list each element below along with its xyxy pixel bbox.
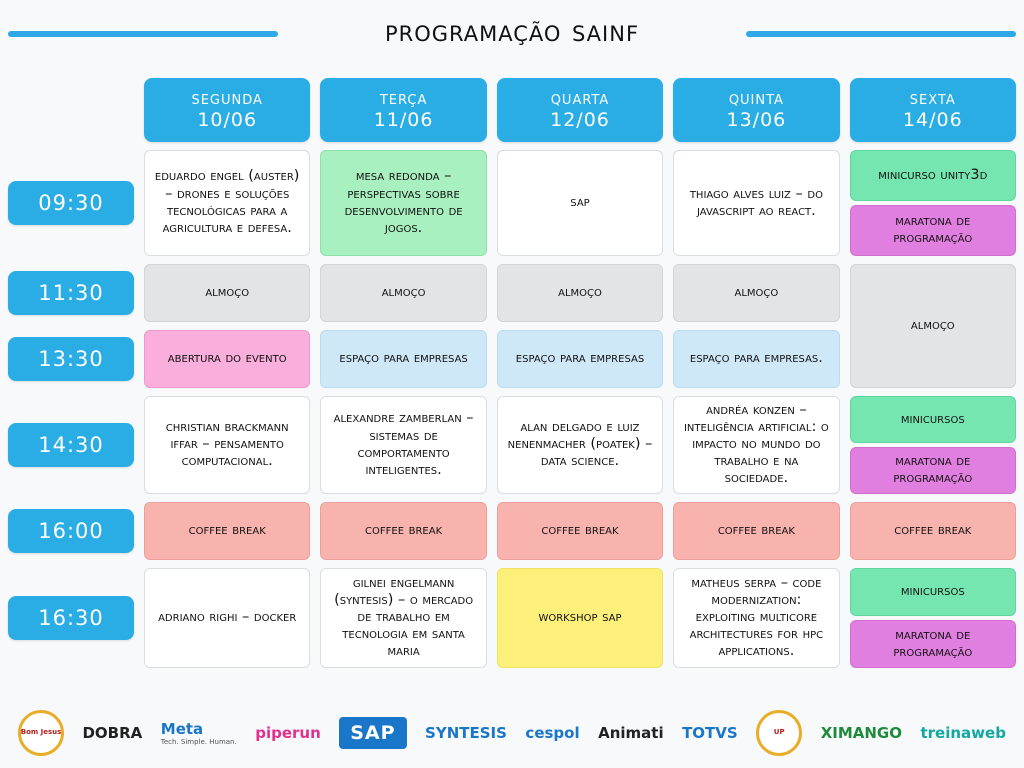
- session-cell[interactable]: minicursos: [850, 396, 1016, 443]
- sponsor-wordmark: SYNTESIS: [425, 724, 507, 742]
- grid-corner: [8, 78, 134, 142]
- session-cell[interactable]: espaço para empresas.: [673, 330, 839, 388]
- session-stack: [850, 568, 1016, 668]
- sponsor-tagline: Tech. Simple. Human.: [160, 738, 237, 746]
- sponsor-logo-dobra: [82, 724, 142, 742]
- sponsor-logo-meta: [161, 720, 237, 746]
- session-cell[interactable]: mesa redonda – perspectivas sobre desenvolvimento de jogos.: [320, 150, 486, 256]
- day-date: 14/06: [902, 108, 963, 131]
- session-cell[interactable]: coffee break: [497, 502, 663, 560]
- page-header: [0, 0, 1024, 62]
- session-cell[interactable]: maratona de programação: [850, 447, 1016, 494]
- sponsor-logo-ximango: [821, 724, 902, 742]
- session-cell[interactable]: coffee break: [673, 502, 839, 560]
- session-cell[interactable]: minicurso unity3d: [850, 150, 1016, 201]
- session-cell[interactable]: alan delgado e luiz nenenmacher (poatek) – data science.: [497, 396, 663, 494]
- sponsor-logo-syntesis: [425, 724, 507, 742]
- session-cell[interactable]: sap: [497, 150, 663, 256]
- time-label-1600: 16:00: [8, 509, 134, 553]
- sponsor-wordmark: piperun: [255, 724, 321, 742]
- session-cell[interactable]: coffee break: [144, 502, 310, 560]
- session-cell[interactable]: andréa konzen – inteligência artificial: o impacto no mundo do trabalho e na sociedade.: [673, 396, 839, 494]
- session-stack: [850, 396, 1016, 494]
- sponsor-wordmark: SAP: [339, 717, 406, 749]
- day-date: 11/06: [373, 108, 434, 131]
- session-cell[interactable]: almoço: [320, 264, 486, 322]
- sponsor-bar: [0, 698, 1024, 768]
- session-cell[interactable]: almoço: [673, 264, 839, 322]
- sponsor-logo-totvs: [682, 724, 738, 742]
- day-name: terça: [379, 87, 428, 109]
- session-cell[interactable]: maratona de programação: [850, 205, 1016, 256]
- page-title: programação sainf: [384, 13, 640, 49]
- day-header-5: [850, 78, 1016, 142]
- time-label-1430: 14:30: [8, 423, 134, 467]
- sponsor-seal-icon: Bom Jesus: [18, 710, 64, 756]
- day-header-2: [320, 78, 486, 142]
- sponsor-wordmark: cespol: [525, 724, 580, 742]
- sponsor-logo-sap: [339, 717, 406, 749]
- time-label-0930: 09:30: [8, 181, 134, 225]
- session-cell[interactable]: eduardo engel (auster) – drones e soluções tecnológicas para a agricultura e defesa.: [144, 150, 310, 256]
- sponsor-logo-piperun: [255, 724, 321, 742]
- time-label-1630: 16:30: [8, 596, 134, 640]
- day-header-3: [497, 78, 663, 142]
- session-cell[interactable]: coffee break: [850, 502, 1016, 560]
- session-cell[interactable]: minicursos: [850, 568, 1016, 616]
- sponsor-wordmark: TOTVS: [682, 724, 738, 742]
- session-cell[interactable]: workshop sap: [497, 568, 663, 668]
- sponsor-seal-icon: UP: [756, 710, 802, 756]
- sponsor-logo-bom-jesus: [18, 710, 64, 756]
- day-name: sexta: [909, 87, 956, 109]
- session-cell[interactable]: adriano righi – docker: [144, 568, 310, 668]
- day-name: segunda: [191, 87, 263, 109]
- sponsor-wordmark: treinaweb: [920, 724, 1006, 742]
- time-label-1330: 13:30: [8, 337, 134, 381]
- day-header-4: [673, 78, 839, 142]
- session-cell[interactable]: gilnei engelmann (syntesis) – o mercado de trabalho em tecnologia em santa maria: [320, 568, 486, 668]
- session-cell[interactable]: abertura do evento: [144, 330, 310, 388]
- time-label-1130: 11:30: [8, 271, 134, 315]
- session-cell[interactable]: alexandre zamberlan – sistemas de comportamento inteligentes.: [320, 396, 486, 494]
- schedule-grid: [8, 78, 1016, 668]
- sponsor-logo-up-escola-de-idiomas: [756, 710, 802, 756]
- sponsor-wordmark: Animati: [598, 724, 664, 742]
- session-cell[interactable]: espaço para empresas: [497, 330, 663, 388]
- session-cell[interactable]: coffee break: [320, 502, 486, 560]
- session-cell[interactable]: almoço: [850, 264, 1016, 388]
- day-date: 10/06: [197, 108, 258, 131]
- session-cell[interactable]: espaço para empresas: [320, 330, 486, 388]
- day-name: quarta: [550, 87, 610, 109]
- session-stack: [850, 150, 1016, 256]
- session-cell[interactable]: maratona de programação: [850, 620, 1016, 668]
- day-header-1: [144, 78, 310, 142]
- sponsor-wordmark: DOBRA: [82, 724, 143, 742]
- sponsor-wordmark: XIMANGO: [820, 724, 902, 742]
- session-cell[interactable]: thiago alves luiz – do javascript ao react.: [673, 150, 839, 256]
- day-name: quinta: [728, 87, 784, 109]
- session-cell[interactable]: christian brackmann iffar – pensamento computacional.: [144, 396, 310, 494]
- sponsor-logo-animati: [598, 724, 664, 742]
- session-cell[interactable]: almoço: [497, 264, 663, 322]
- sponsor-wordmark: Meta Tech. Simple. Human.: [160, 720, 237, 746]
- session-cell[interactable]: almoço: [144, 264, 310, 322]
- sponsor-logo-cespol: [525, 724, 579, 742]
- header-rule-left: [8, 31, 278, 37]
- sponsor-logo-treinaweb: [920, 724, 1005, 742]
- session-cell[interactable]: matheus serpa – code modernization: exploiting multicore architectures for hpc applications.: [673, 568, 839, 668]
- header-rule-right: [746, 31, 1016, 37]
- day-date: 12/06: [550, 108, 610, 131]
- day-date: 13/06: [726, 108, 787, 131]
